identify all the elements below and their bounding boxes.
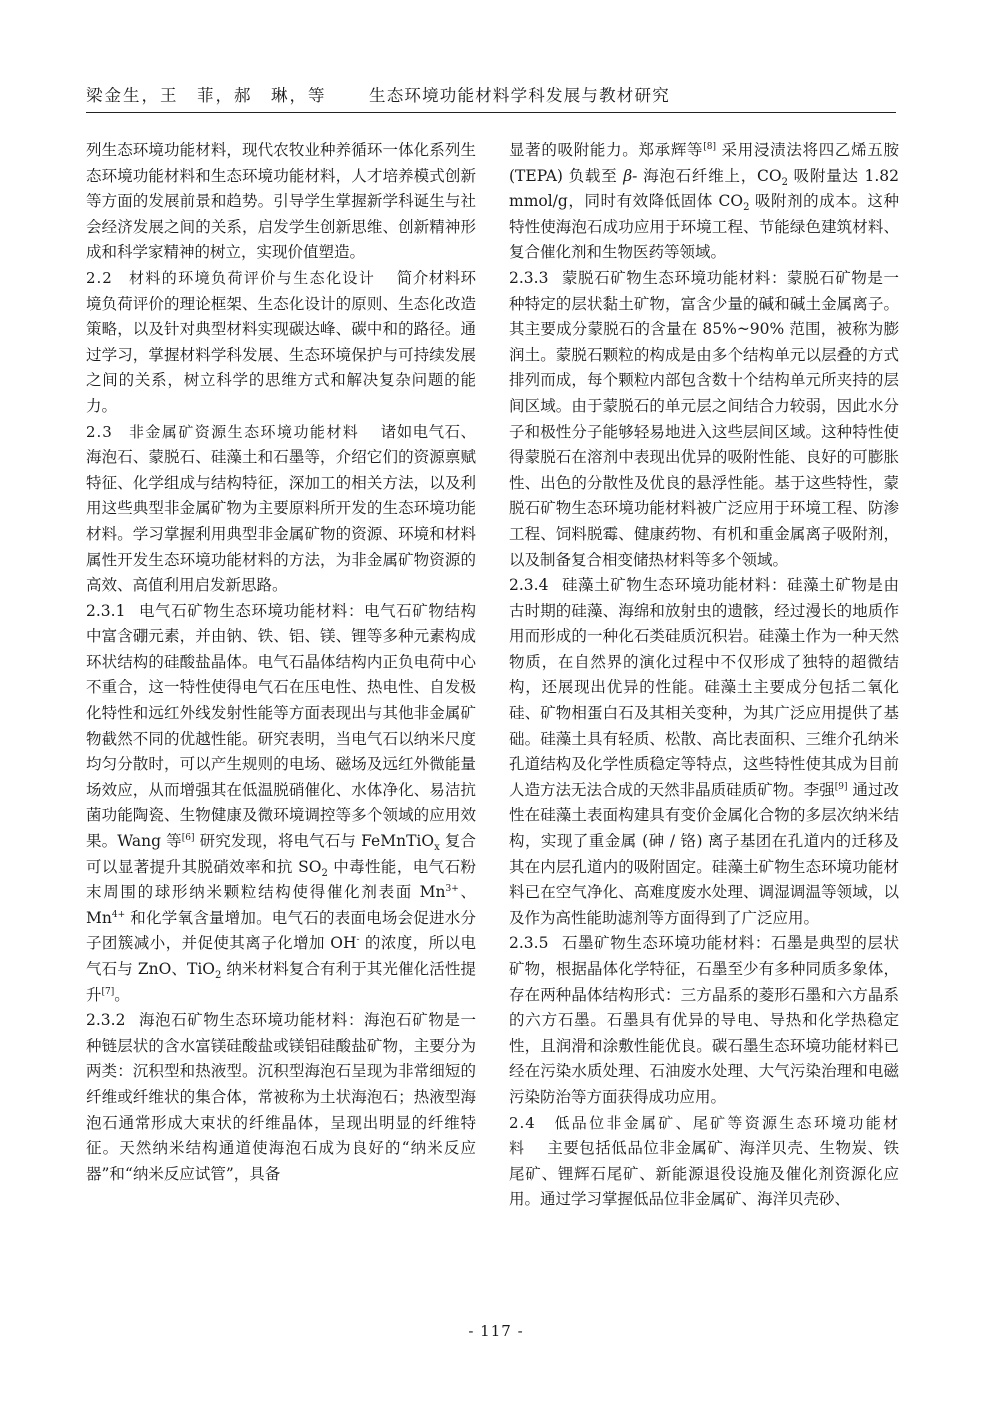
paragraph-text: 显著的吸附能力。郑承辉等 bbox=[509, 141, 704, 159]
superscript: - bbox=[356, 935, 360, 946]
paragraph-text: 吸附剂的成本。这种特性使海泡石成功应用于环境工程、节能绿色建筑材料、复合催化剂和生物医药等领域。 bbox=[509, 192, 899, 262]
section-number: 2.3.1 bbox=[86, 601, 126, 620]
section-2-3-2 bbox=[86, 1008, 476, 1187]
left-column bbox=[86, 138, 476, 1187]
section-text: 中毒性能，电气石粉末周围的球形纳米颗粒结构使得催化剂表面 Mn bbox=[86, 857, 476, 902]
section-2-3-3 bbox=[509, 266, 899, 573]
header-authors: 梁金生，王 菲，郝 琳，等 bbox=[86, 86, 327, 105]
section-text: 、Mn bbox=[86, 883, 476, 927]
subscript: 2 bbox=[215, 970, 222, 982]
section-2-4 bbox=[509, 1111, 899, 1213]
subscript: x bbox=[434, 842, 440, 854]
right-column bbox=[509, 138, 899, 1213]
section-text: 复合可以显著提升其脱硝效率和抗 SO bbox=[86, 832, 476, 876]
section-2-2 bbox=[86, 266, 476, 420]
section-number: 2.3.5 bbox=[509, 934, 549, 953]
section-text: 研究发现，将电气石与 FeMnTiO bbox=[199, 832, 435, 851]
paragraph-text: 列生态环境功能材料，现代农牧业种养循环一体化系列生态环境功能材料和生态环境功能材料，人才培养模式创新等方面的发展前景和趋势。引导学生掌握新学科诞生与社会经济发展之间的关系，启发学生创新思维、创新精神形成和科学家精神的树立，实现价值塑造。 bbox=[86, 141, 476, 262]
section-text: 硅藻土矿物生态环境功能材料：硅藻土矿物是由古时期的硅藻、海绵和放射虫的遗骸，经过漫长的地质作用而形成的一种化石类硅质沉积岩。硅藻土作为一种天然物质，在自然界的演化过程中不仅形成了独特的超微结构，还展现出优异的性能。硅藻土主要成分包括二氧化硅、矿物相蛋白石及其相关变种，为其广泛应用提供了基础。硅藻土具有轻质、松散、高比表面积、三维介孔纳米孔道结构及化学性质稳定等特点，这些特性使其成为目前人造方法无法合成的天然非晶质硅质矿物。李强 bbox=[509, 576, 899, 799]
paragraph-continued bbox=[86, 138, 476, 266]
page-number: - 117 - bbox=[468, 1322, 524, 1340]
section-text: 通过改性在硅藻土表面构建具有变价金属化合物的多层次纳米结构，实现了重金属 (砷 / 铬) 离子基团在孔道内的迁移及其在内层孔道内的吸附固定。硅藻土矿物生态环境功能材料已在空气净化、高难度废水处理、调湿调温等领域，以及作为高性能助滤剂等方面得到了广泛应用。 bbox=[509, 780, 899, 927]
section-number: 2.3.3 bbox=[509, 268, 549, 287]
section-number: 2.3.4 bbox=[509, 576, 549, 595]
citation: [6] bbox=[181, 832, 195, 843]
subscript: 2 bbox=[321, 867, 328, 879]
superscript: 3+ bbox=[445, 884, 459, 895]
citation: [7] bbox=[101, 986, 115, 997]
section-text: 海泡石矿物生态环境功能材料：海泡石矿物是一种链层状的含水富镁硅酸盐或镁铝硅酸盐矿物，主要分为两类：沉积型和热液型。沉积型海泡石呈现为非常细短的纤维或纤维状的集合体，常被称为土状海泡石；热液型海泡石通常形成大束状的纤维晶体，呈现出明显的纤维特征。天然纳米结构通道使海泡石成为良好的“纳米反应器”和“纳米反应试管”，具备 bbox=[86, 1011, 476, 1183]
section-text: 。 bbox=[114, 985, 130, 1004]
paragraph-text: 吸附量达 1.82 mmol/g，同时有效降低固体 CO bbox=[509, 166, 899, 211]
section-text: 电气石矿物生态环境功能材料：电气石矿物结构中富含硼元素，并由钠、铁、铝、镁、锂等多种元素构成环状结构的硅酸盐晶体。电气石晶体结构内正负电荷中心不重合，这一特性使得电气石在压电性、热电性、自发极化特性和远红外线发射性能等方面表现出与其他非金属矿物截然不同的优越性能。研究表明，当电气石以纳米尺度均匀分散时，可以产生规则的电场、磁场及远红外微能量场效应，从而增强其在低温脱硝催化、水体净化、易洁抗菌功能陶瓷、生物健康及微环境调控等多个领域的应用效果。Wang 等 bbox=[86, 601, 476, 851]
section-text: 的浓度，所以电气石与 ZnO、TiO bbox=[86, 934, 476, 978]
paragraph-continued bbox=[509, 138, 899, 266]
section-text: 蒙脱石矿物生态环境功能材料：蒙脱石矿物是一种特定的层状黏土矿物，富含少量的碱和碱土金属离子。其主要成分蒙脱石的含量在 85%~90% 范围，被称为膨润土。蒙脱石颗粒的构成是由多个结构单元以层叠的方式排列而成，每个颗粒内部包含数十个结构单元所夹持的层间区域。由于蒙脱石的单元层之间结合力较弱，因此水分子和极性分子能够轻易地进入这些层间区域。这种特性使得蒙脱石在溶剂中表现出优异的吸附性能、良好的可膨胀性、出色的分散性及优良的悬浮性能。基于这些特性，蒙脱石矿物生态环境功能材料被广泛应用于环境工程、防渗工程、饲料脱霉、健康药物、有机和重金属离子吸附剂，以及制备复合相变储热材料等多个领域。 bbox=[509, 268, 899, 569]
section-2-3-1 bbox=[86, 599, 476, 1009]
header-article-title: 生态环境功能材料学科发展与教材研究 bbox=[369, 86, 670, 105]
section-2-3-5 bbox=[509, 931, 899, 1110]
section-title: 非金属矿资源生态环境功能材料 bbox=[128, 422, 360, 441]
greek-beta: β bbox=[623, 166, 633, 185]
section-title: 材料的环境负荷评价与生态化设计 bbox=[128, 268, 376, 287]
header-rule bbox=[86, 112, 896, 113]
superscript: 4+ bbox=[111, 909, 126, 920]
section-number: 2.2 bbox=[86, 268, 113, 287]
citation: [8] bbox=[703, 141, 716, 152]
section-text: 主要包括低品位非金属矿、海洋贝壳、生物炭、铁尾矿、锂辉石尾矿、新能源退役设施及催化剂资源化应用。通过学习掌握低品位非金属矿、海洋贝壳砂、 bbox=[509, 1139, 899, 1209]
paragraph-text: - 海泡石纤维上，CO bbox=[632, 166, 782, 185]
citation: [9] bbox=[834, 781, 848, 792]
paragraph-text: 采用浸渍法将四乙烯五胺 (TEPA) 负载至 bbox=[509, 141, 899, 185]
section-title: 低品位非金属矿、尾矿等资源生态环境功能材料 bbox=[509, 1113, 899, 1158]
subscript: 2 bbox=[781, 176, 788, 188]
section-text: 诸如电气石、海泡石、蒙脱石、硅藻土和石墨等，介绍它们的资源禀赋特征、化学组成与结构特征，深加工的相关方法，以及利用这些典型非金属矿物为主要原料所开发的生态环境功能材料。学习掌握利用典型非金属矿物的资源、环境和材料属性开发生态环境功能材料的方法，为非金属矿物资源的高效、高值利用启发新思路。 bbox=[86, 422, 476, 595]
section-2-3 bbox=[86, 420, 476, 599]
section-text: 石墨矿物生态环境功能材料：石墨是典型的层状矿物，根据晶体化学特征，石墨至少有多种同质多象体，存在两种晶体结构形式：三方晶系的菱形石墨和六方晶系的六方石墨。石墨具有优异的导电、导热和化学热稳定性，且润滑和涂敷性能优良。碳石墨生态环境功能材料已经在污染水质处理、石油废水处理、大气污染治理和电磁污染防治等方面获得成功应用。 bbox=[509, 934, 899, 1106]
section-number: 2.4 bbox=[509, 1113, 536, 1132]
section-text: 和化学氧含量增加。电气石的表面电场会促进水分子团簇减小，并促使其离子化增加 OH bbox=[86, 908, 476, 953]
section-text: 简介材料环境负荷评价的理论框架、生态化设计的原则、生态化改造策略，以及针对典型材料实现碳达峰、碳中和的路径。通过学习，掌握材料学科发展、生态环境保护与可持续发展之间的关系，树立科学的思维方式和解决复杂问题的能力。 bbox=[86, 268, 476, 415]
running-header bbox=[86, 80, 896, 110]
section-number: 2.3 bbox=[86, 422, 113, 441]
section-2-3-4 bbox=[509, 573, 899, 931]
section-text: 纳米材料复合有利于其光催化活性提升 bbox=[86, 960, 476, 1004]
subscript: 2 bbox=[743, 202, 750, 214]
section-number: 2.3.2 bbox=[86, 1011, 126, 1030]
